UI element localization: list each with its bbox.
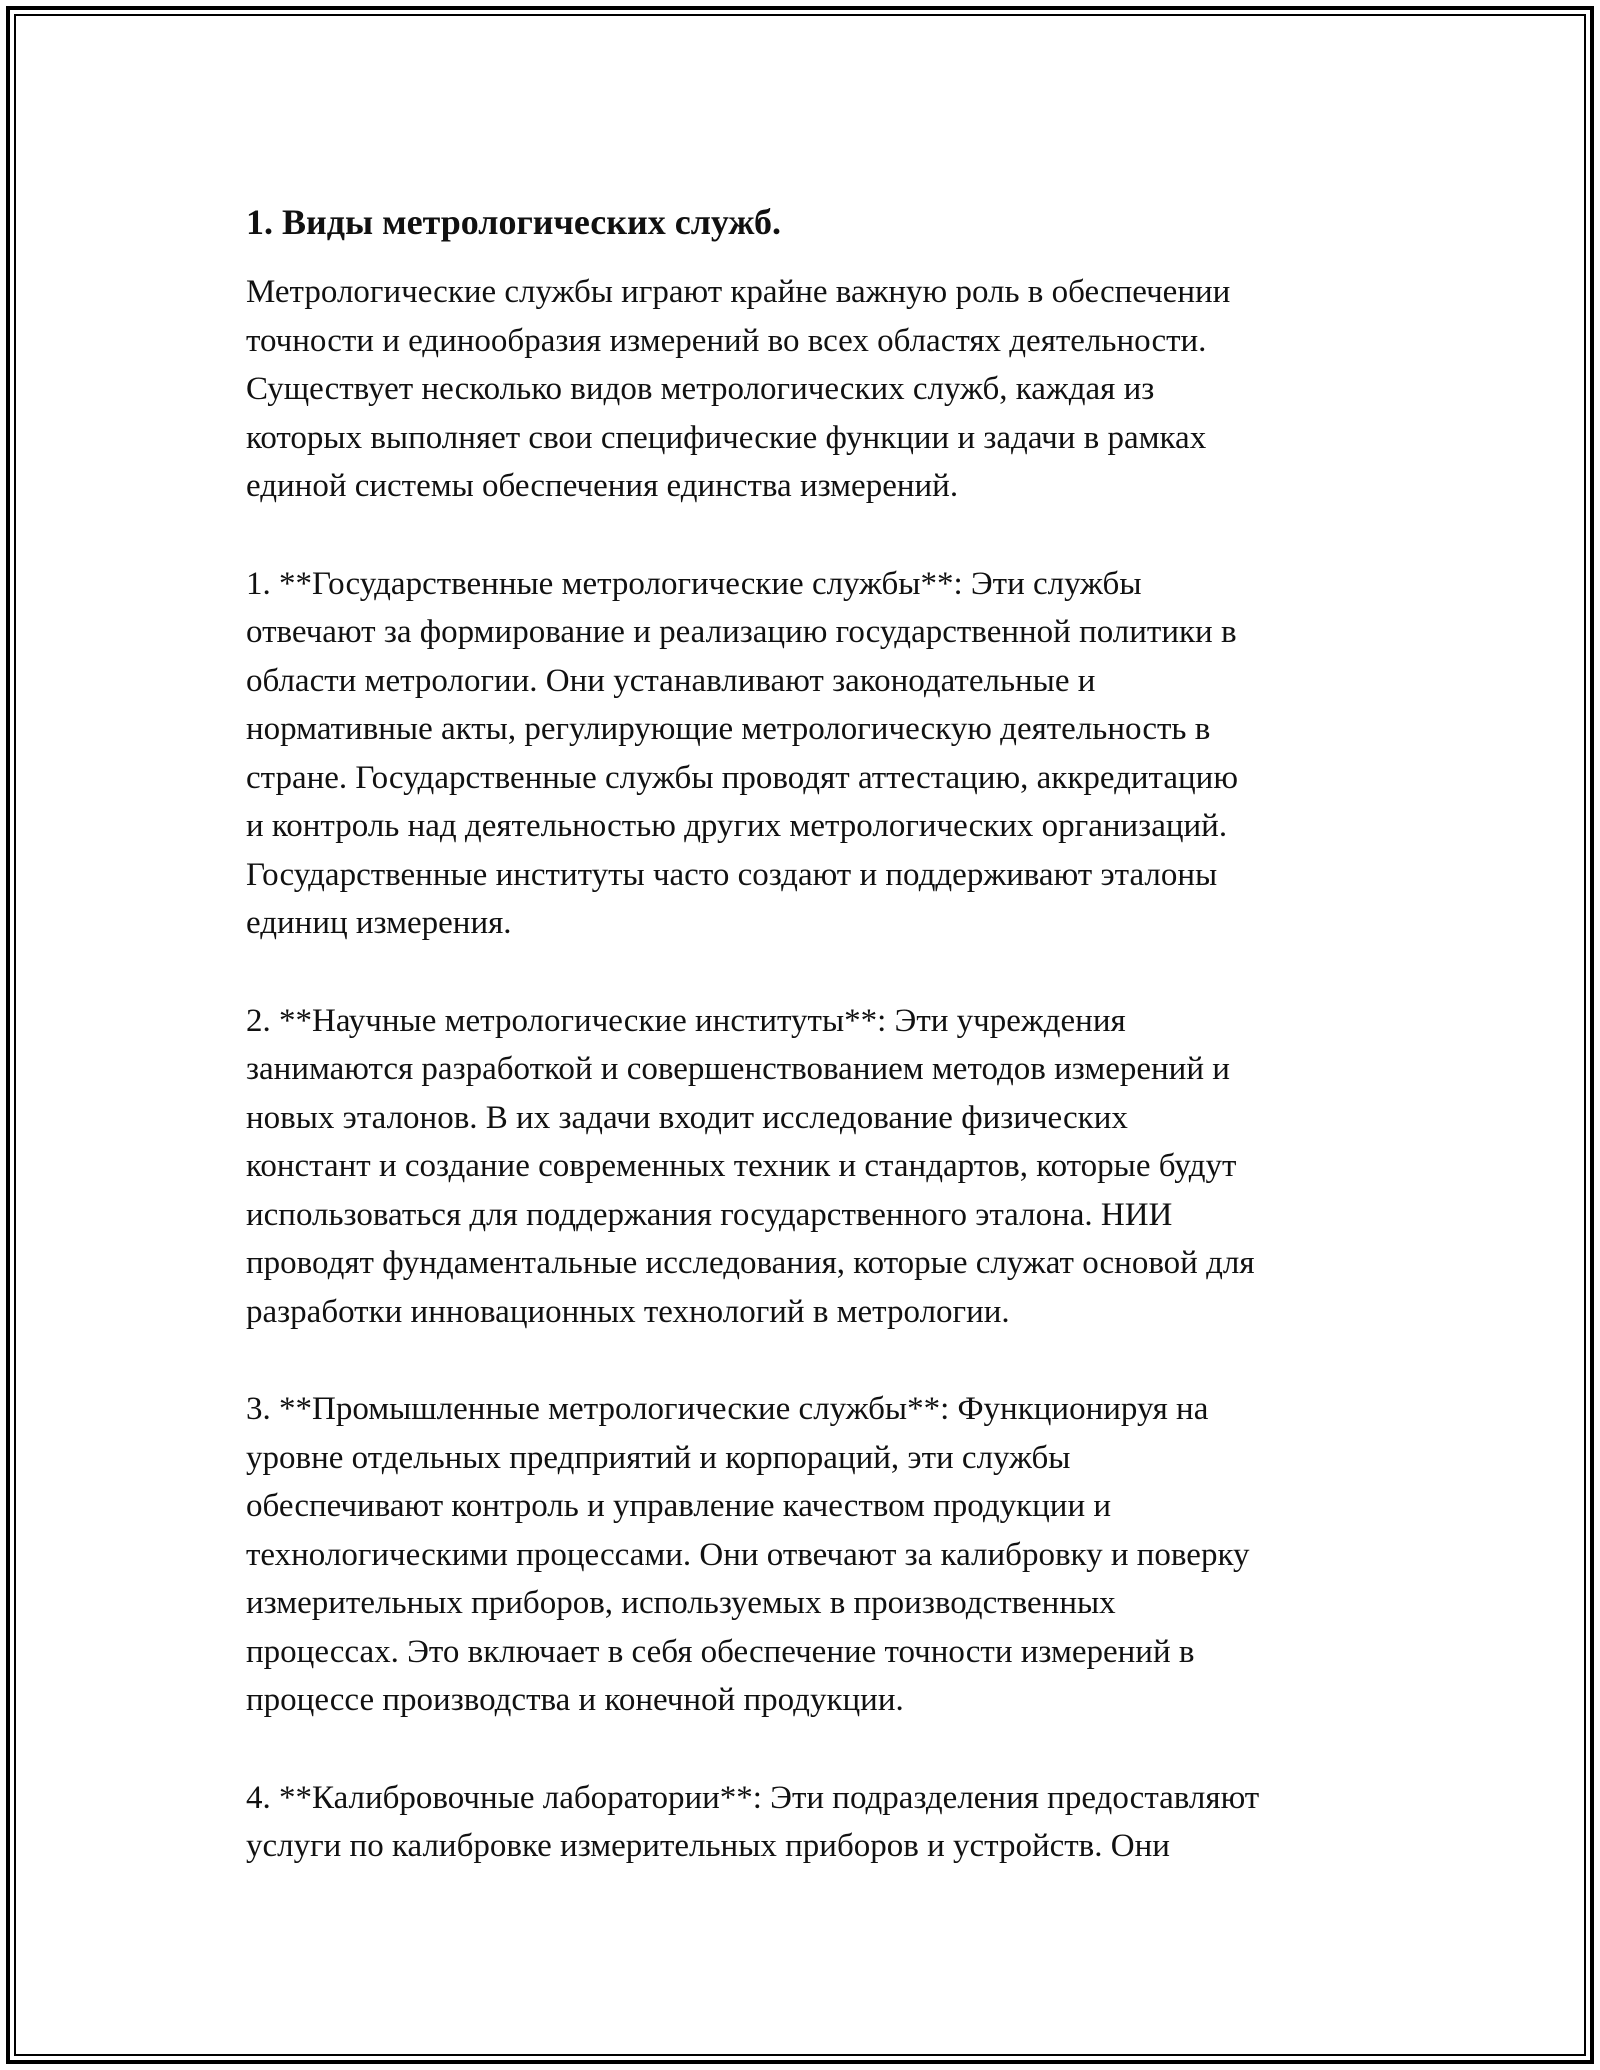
section-heading: 1. Виды метрологических служб. — [246, 202, 782, 242]
list-item-industrial-services: 3. **Промышленные метрологические службы**: Функционируя на уровне отдельных предприятий и корпораций, эти службы обеспечивают контроль и управление качеством продукции и технологическими процессами. Они отвечают за калибровку и поверку измерительных приборов, используемых в производственных процессах. Это включает в себя обеспечение точности измерений в процессе производства и конечной продукции. — [246, 1391, 1250, 1718]
list-item-scientific-institutes: 2. **Научные метрологические институты**: Эти учреждения занимаются разработкой и совершенствованием методов измерений и новых эталонов. В их задачи входит исследование физических констант и создание современных техник и стандартов, которые будут использоваться для поддержания государственного эталона. НИИ проводят фундаментальные исследования, которые служат основой для разработки инновационных технологий в метрологии. — [246, 1002, 1255, 1330]
document-body — [246, 198, 1396, 1871]
list-item-calibration-labs: 4. **Калибровочные лаборатории**: Эти подразделения предоставляют услуги по калибровке измерительных приборов и устройств. Они — [246, 1779, 1260, 1864]
list-item-state-services: 1. **Государственные метрологические службы**: Эти службы отвечают за формирование и реализацию государственной политики в области метрологии. Они устанавливают законодательные и нормативные акты, регулирующие метрологическую деятельность в стране. Государственные службы проводят аттестацию, аккредитацию и контроль над деятельностью других метрологических организаций. Государственные институты часто создают и поддерживают эталоны единиц измерения. — [246, 565, 1238, 941]
intro-paragraph: Метрологические службы играют крайне важную роль в обеспечении точности и единообразия измерений во всех областях деятельности. Существует несколько видов метрологических служб, каждая из которых выполняет свои специфические функции и задачи в рамках единой системы обеспечения единства измерений. — [246, 274, 1231, 504]
page-frame — [6, 6, 1594, 2064]
